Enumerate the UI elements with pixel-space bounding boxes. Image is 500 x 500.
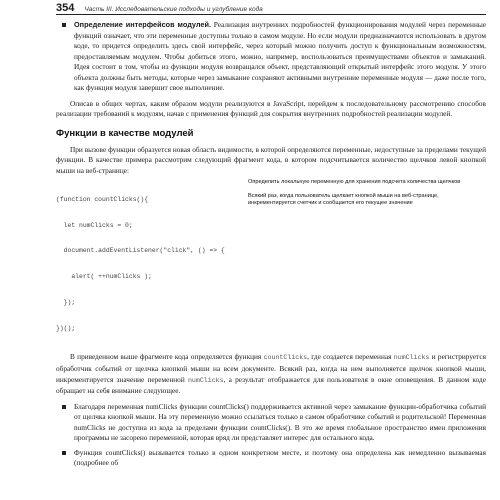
code-lines bbox=[56, 179, 240, 351]
list-item bbox=[56, 448, 486, 469]
running-title: Часть III. Исследовательские подходы и углубление кода bbox=[84, 6, 263, 13]
code-listing bbox=[56, 179, 486, 351]
code-line: })(); bbox=[56, 324, 76, 332]
bullet-icon bbox=[62, 23, 66, 27]
code-note: Определить локальную переменную для хранения подсчета количества щелчков bbox=[248, 178, 461, 185]
section-title: Функции в качестве модулей bbox=[56, 127, 194, 139]
code-note: Всякий раз, когда пользователь щелкает кнопкой мыши на веб-странице, инкрементируется счетчик и сообщается его текущее значение bbox=[248, 192, 439, 206]
text-span: , где создается переменная bbox=[307, 352, 392, 362]
text-span: В приведенном выше фрагменте кода определяется функция bbox=[70, 352, 262, 362]
list-item bbox=[56, 20, 486, 94]
bullet-list-bottom bbox=[56, 402, 486, 469]
bullet-lead: Определение интерфейсов модулей. bbox=[74, 20, 212, 29]
bullet-icon bbox=[62, 405, 66, 409]
paragraph-explain bbox=[56, 352, 486, 396]
code-line: let numClicks = 0; bbox=[56, 221, 133, 229]
inline-code: numClicks bbox=[393, 354, 430, 362]
code-annotations bbox=[248, 179, 484, 351]
inline-code: numClicks bbox=[187, 376, 224, 384]
code-line: alert( ++numClicks ); bbox=[56, 273, 152, 281]
bullet-list-top bbox=[56, 20, 486, 94]
code-line: (function countClicks(){ bbox=[56, 195, 149, 203]
text-span: , а результат отображается для пользователя в окне оповещения. В данном коде обращает на себя внимание следующее. bbox=[56, 374, 486, 396]
running-header bbox=[56, 0, 486, 15]
page-number: 354 bbox=[56, 2, 75, 14]
paragraph-overview: Описав в общих чертах, каким образом модули реализуются в JavaScript, перейдем к последовательному рассмотрению способов реализации требований к модулям, начав с применения функций для сокрытия внутренних подробностей реализации модулей. bbox=[56, 98, 486, 119]
text-span: и регистрируется обработчик событий от щелчка кнопкой мыши на всем документе. Всякий раз, когда на нем выполняется щелчок кнопкой мыши, инкрементируется значение переменной bbox=[56, 352, 487, 384]
bullet-icon bbox=[62, 451, 66, 455]
bullet-text: Реализация внутренних подробностей функционирования модулей через переменные функций означает, что эти переменные доступны только в самом модуле. Но если модули предназначаются использовать в другом коде, то придется определить здесь свой интерфейс, через который можно получить доступ к функциональным возможностям, предоставляемым модулем. Чтобы добиться этого, можно, например, воспользоваться преимуществами объектов и замыканий. Идея состоит в том, чтобы из функции модуля возвращался объект, представляющий открытый интерфейс этого модуля. У этого объекта должны быть методы, которые через замыкание сохраняют активными внутренние переменные модуля — даже после того, как функция модуля завершит свое выполнение. bbox=[74, 20, 486, 93]
code-line: }); bbox=[56, 298, 76, 306]
paragraph-intro: При вызове функции образуется новая область видимости, в которой определяются переменные, недоступные за пределами текущей функции. В качестве примера рассмотрим следующий фрагмент кода, в котором подсчитывается количество щелчков левой кнопкой мыши на веб-странице: bbox=[56, 144, 486, 176]
bullet-text: Функция countClicks() вызывается только в одном конкретном месте, и поэтому она определена как немедленно вызываемая (подробнее об bbox=[74, 447, 486, 468]
inline-code: countClicks bbox=[263, 354, 308, 362]
code-line: document.addEventListener("click", () => { bbox=[56, 247, 225, 255]
bullet-text: Благодаря переменная numClicks функции countClicks() поддерживается активной через замыкание функции-обработчика событий от щелчка кнопкой мыши. На эту переменную можно ссылаться только в самом обработчике событий и родительской! Переменная numClicks не доступна из кода за пределами функции countClicks(). В это же время глобальное пространство имен приложения программы не засорено переменной, которая вряд ли представляет интерес для остального кода. bbox=[74, 401, 486, 443]
list-item bbox=[56, 402, 486, 444]
page-content bbox=[56, 20, 486, 469]
